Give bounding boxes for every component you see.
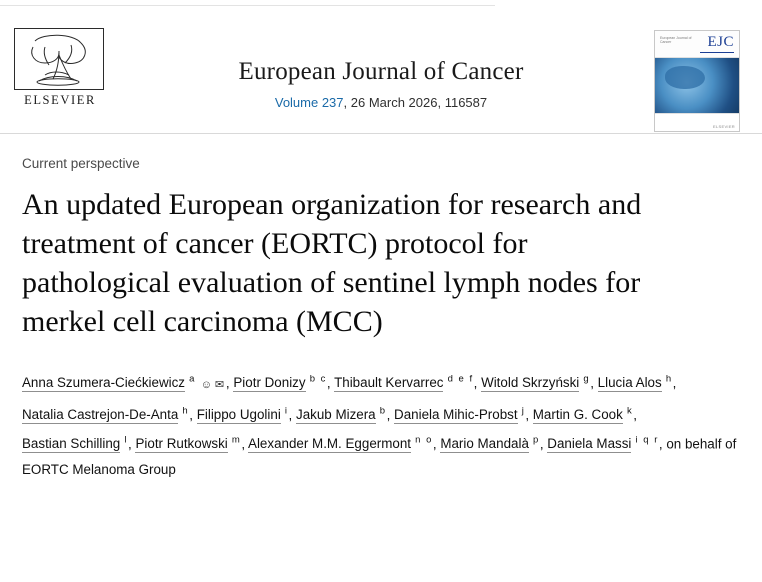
author-entry[interactable] [296, 407, 387, 422]
author-name[interactable]: Anna Szumera-Ciećkiewicz [22, 375, 185, 391]
author-separator: , [326, 375, 335, 391]
author-affiliation-marker[interactable]: a [184, 374, 196, 385]
envelope-icon[interactable]: ✉ [214, 379, 225, 392]
author-name[interactable]: Alexander M.M. Eggermont [248, 436, 412, 452]
author-entry[interactable] [394, 407, 525, 422]
author-name[interactable]: Jakub Mizera [296, 407, 376, 423]
journal-volume-link[interactable]: Volume 237 [274, 95, 344, 110]
author-entry[interactable] [481, 375, 590, 390]
page-title: An updated European organization for research and treatment of cancer (EORTC) protocol for pathological evaluation of sentinel lymph nodes for merkel cell carcinoma (MCC) [22, 188, 642, 338]
author-separator: , [386, 407, 395, 423]
cover-footer-label: ELSEVIER [713, 124, 735, 129]
author-entry[interactable] [598, 375, 673, 390]
author-name[interactable]: Martin G. Cook [532, 407, 623, 423]
author-entry[interactable] [233, 375, 327, 390]
author-entry[interactable] [22, 436, 128, 451]
author-name[interactable]: Daniela Massi [547, 436, 632, 452]
author-entry[interactable] [533, 407, 633, 422]
author-affiliation-marker[interactable]: h [178, 405, 190, 417]
journal-issue-meta [0, 95, 762, 110]
elsevier-wordmark: ELSEVIER [24, 93, 96, 107]
author-affiliation-marker[interactable]: i [280, 405, 289, 417]
author-separator: , [590, 375, 598, 391]
journal-masthead [0, 6, 762, 134]
cover-header [655, 31, 739, 58]
author-name[interactable]: Piotr Rutkowski [135, 436, 228, 452]
author-affiliation-marker[interactable]: l [120, 434, 129, 446]
author-name[interactable]: Bastian Schilling [22, 436, 121, 452]
journal-cover-image[interactable] [654, 30, 740, 132]
author-entry[interactable] [22, 407, 189, 422]
author-affiliation-marker[interactable]: i q r [631, 434, 659, 446]
journal-title-block [0, 58, 762, 110]
journal-meta-rest: , 26 March 2026, 116587 [343, 95, 488, 110]
author-entry[interactable] [440, 436, 540, 451]
author-separator: , [241, 436, 249, 452]
author-entry[interactable] [334, 375, 474, 390]
author-affiliation-marker[interactable]: k [622, 405, 634, 417]
author-affiliation-marker[interactable]: j [517, 405, 526, 417]
author-entry[interactable] [547, 436, 659, 451]
author-separator: , [539, 436, 548, 452]
author-entry[interactable] [197, 407, 289, 422]
author-name[interactable]: Thibault Kervarrec [334, 375, 444, 391]
on-behalf-of-label: on behalf of EORTC Melanoma Group [22, 436, 737, 477]
author-separator: , [128, 436, 136, 452]
author-name[interactable]: Witold Skrzyński [481, 375, 580, 391]
article-type-label: Current perspective [22, 156, 140, 171]
cover-globe-icon [655, 58, 739, 116]
author-profile-icon[interactable]: ☺ [200, 379, 213, 392]
author-affiliation-marker[interactable]: g [579, 374, 591, 385]
author-icon-group [200, 371, 226, 399]
cover-abbrev: EJC [707, 34, 734, 50]
author-name[interactable]: Piotr Donizy [233, 375, 306, 391]
author-list [22, 367, 742, 482]
author-separator: , [525, 407, 533, 423]
cover-fineprint: European Journal of Cancer [660, 36, 692, 44]
author-entry[interactable] [135, 436, 241, 451]
author-separator: , [432, 436, 441, 452]
author-affiliation-marker[interactable]: m [227, 434, 242, 446]
author-name[interactable]: Natalia Castrejon-De-Anta [22, 407, 179, 423]
author-separator: , [473, 375, 482, 391]
author-name[interactable]: Mario Mandalà [440, 436, 529, 452]
author-affiliation-marker[interactable]: b [375, 405, 387, 417]
author-separator: , [225, 375, 234, 391]
author-separator: , [658, 436, 667, 452]
author-affiliation-marker[interactable]: d e f [443, 374, 474, 385]
author-entry[interactable] [248, 436, 433, 451]
author-name[interactable]: Daniela Mihic-Probst [394, 407, 518, 423]
author-separator: , [288, 407, 296, 423]
author-separator: , [672, 375, 677, 391]
author-affiliation-marker[interactable]: b c [305, 374, 327, 385]
author-affiliation-marker[interactable]: p [528, 434, 540, 446]
journal-title[interactable]: European Journal of Cancer [238, 58, 524, 85]
cover-rule [700, 52, 734, 53]
author-entry[interactable] [22, 375, 226, 390]
author-affiliation-marker[interactable]: h [661, 374, 673, 385]
author-affiliation-marker[interactable]: n o [411, 434, 433, 446]
author-separator: , [189, 407, 197, 423]
author-separator: , [633, 407, 637, 423]
author-name[interactable]: Llucia Alos [597, 375, 662, 391]
cover-footer [655, 113, 739, 131]
author-name[interactable]: Filippo Ugolini [196, 407, 281, 423]
article-header [0, 134, 762, 482]
